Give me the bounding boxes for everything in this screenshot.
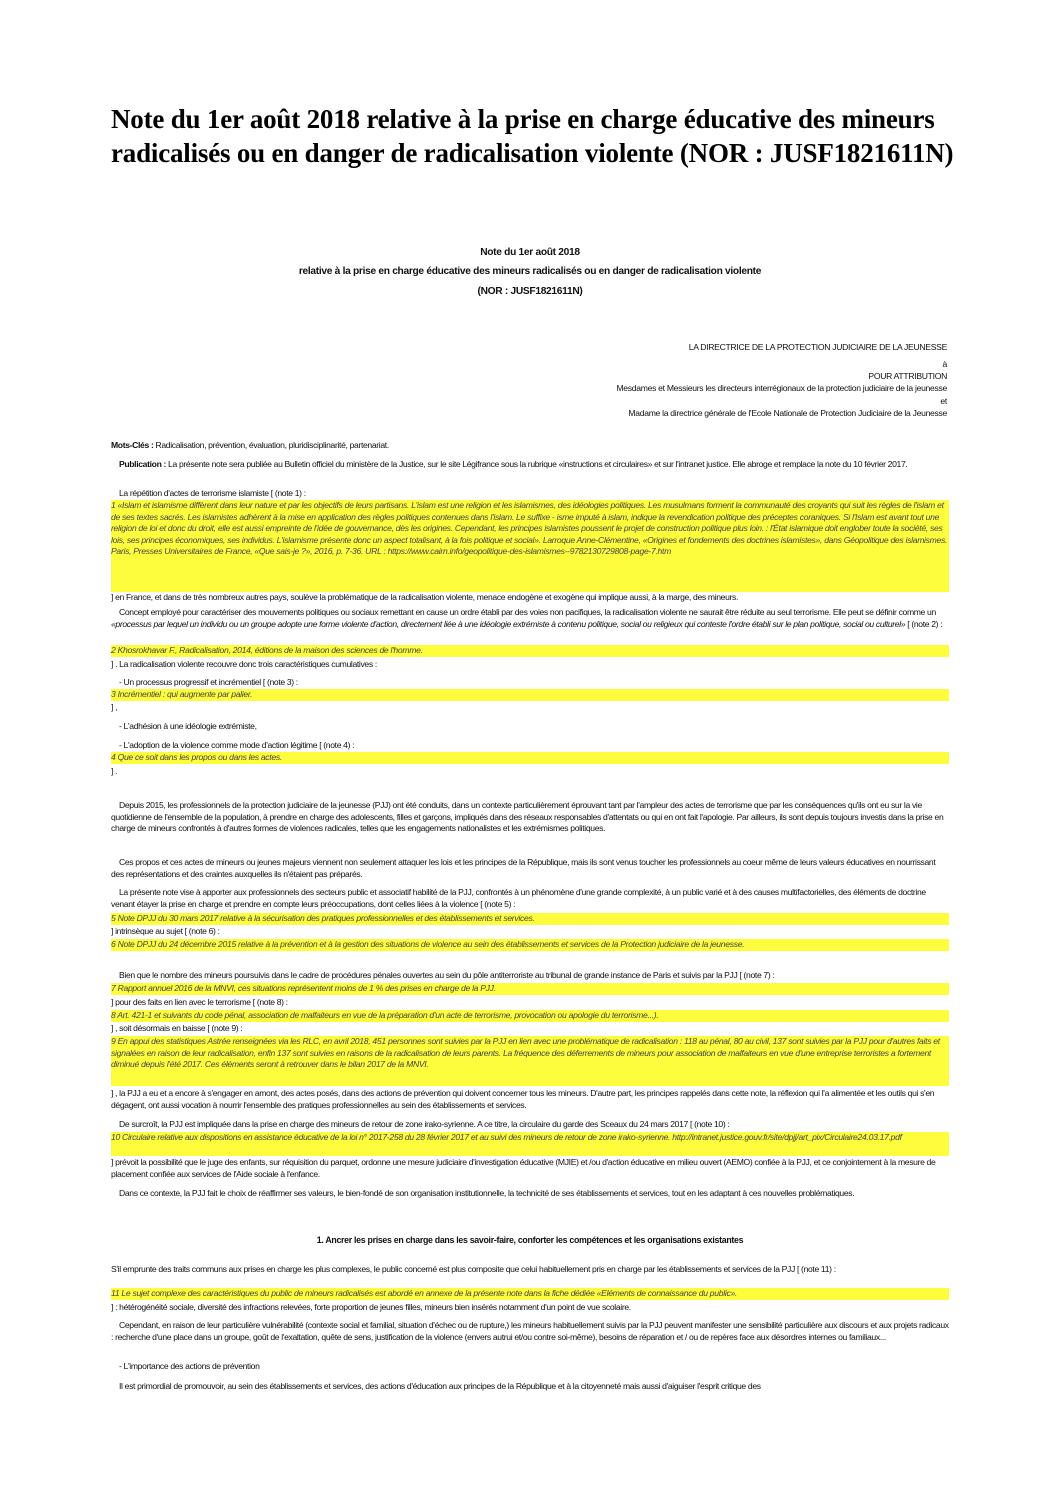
paragraph: De surcroît, la PJJ est impliquée dans la prise en charge des mineurs de retour de zone irako-syrienne. A ce titre, la circulaire du garde des Sceaux du 24 mars 2017 [ (note 10) : — [119, 1119, 730, 1129]
keywords-text: Radicalisation, prévention, évaluation, pluridisciplinarité, partenariat. — [153, 440, 389, 450]
paragraph: S'il emprunte des traits communs aux prises en charge les plus complexes, le public concerné est plus composite que celui habituellement pris en charge par les établissements et services de la PJJ [ (note 11) : — [111, 1264, 836, 1274]
paragraph: Il est primordial de promouvoir, au sein des établissements et services, des actions d'éducation aux principes de la République et à la citoyenneté mais aussi d'aiguiser l'esprit critique des — [119, 1381, 761, 1391]
footnote-4: 4 Que ce soit dans les propos ou dans les actes. — [111, 752, 949, 764]
footnote-11: 11 Le sujet complexe des caractéristiques du public de mineurs radicalisés est abordé en annexe de la présente note dans la fiche dédiée «Eléments de connaissance du public». — [111, 1288, 949, 1300]
publication-text: La présente note sera publiée au Bulletin officiel du ministère de la Justice, sur le site Légifrance sous la rubrique «instructions et circulaires» et sur l'intranet justice. Elle abroge et remplace la note du 10 février 2017. — [166, 459, 908, 469]
list-item: - L'importance des actions de prévention — [119, 1361, 260, 1371]
footnote-1: 1 «Islam et islamisme diffèrent dans leur nature et par les objectifs de leurs partisans. L'islam est une religion et les islamismes, des idéologies politiques. Les musulmans forment la communauté des croyants qui suit les règles de l'islam et de ses textes sacrés. Les islamistes adhèrent à la mise en application des règles politiques contenues dans l'islam. Le suffixe - isme imputé à islam, indique la revendication politique des préceptes coraniques. Si l'Islam est avant tout une religion de loi et donc du droit, elle est aussi empreinte de l'idée de gouvernance, dès les origines. Cependant, les principes islamistes poussent le projet de construction politique plus loin. : l'État islamique doit englober toute la société, ses lois, ses principes économiques, ses individus. L'islamisme présente donc un aspect totalisant, à la fois politique et social». Larroque Anne-Clémentine, «Origines et fondements des doctrines islamistes», dans Géopolitique des islamismes. Paris, Presses Universitaires de France, «Que sais-je ?», 2016, p. 7-36. URL : https://www.cairn.info/geopolitique-des-islamismes--9782130729808-page-7.htm — [111, 500, 949, 592]
footnote-3: 3 Incrémentiel : qui augmente par palier. — [111, 689, 949, 701]
footnote-6: 6 Note DPJJ du 24 décembre 2015 relative à la prévention et à la gestion des situations de violence au sein des établissements et services de la Protection judiciaire de la jeunesse. — [111, 939, 949, 951]
list-item: - Un processus progressif et incrémentiel [ (note 3) : — [119, 677, 298, 687]
paragraph: ] , soit désormais en baisse [ (note 9) : — [111, 1023, 243, 1033]
footnote-9: 9 En appui des statistiques Astrée renseignées via les RLC, en avril 2018, 451 personnes sont suivies par la PJJ en lien avec une problématique de radicalisation : 118 au pénal, 80 au civil, 137 sont suivies par la PJJ pour d'autres faits et signalées en raison de leur radicalisation, enfin 137 sont suivies en raisons de la radicalisation de leurs parents. La fréquence des déferrements de mineurs pour association de malfaiteurs en vue d'une entreprise terroristes a fortement diminué depuis l'été 2017. Ces éléments seront à retrouver dans le bilan 2017 de la MNVI. — [111, 1036, 949, 1086]
paragraph — [111, 607, 949, 630]
recipients-directors: Mesdames et Messieurs les directeurs interrégionaux de la protection judiciaire de la jeunesse — [616, 383, 947, 393]
section-heading-1: 1. Ancrer les prises en charge dans les savoir-faire, conforter les compétences et les organisations existantes — [316, 1235, 744, 1245]
note-subtitle-object: relative à la prise en charge éducative des mineurs radicalisés ou en danger de radicalisation violente — [298, 266, 762, 277]
footnote-7: 7 Rapport annuel 2016 de la MNVI, ces situations représentent moins de 1 % des prises en charge de la PJJ. — [111, 983, 949, 995]
paragraph: ] . — [111, 766, 118, 776]
paragraph: ] prévoit la possibilité que le juge des enfants, sur réquisition du parquet, ordonne une mesure judiciaire d'investigation éducative (MJIE) et /ou d'action éducative en milieu ouvert (AEMO) confiée à la PJJ, et ce conjointement à la mesure de placement confiée aux services de l'Aide sociale à l'enfance. — [111, 1157, 936, 1179]
footnote-8: 8 Art. 421-1 et suivants du code pénal, association de malfaiteurs en vue de la préparation d'un acte de terrorisme, provocation ou apologie du terrorisme...). — [111, 1010, 949, 1022]
publication-paragraph — [111, 459, 949, 471]
paragraph: Ces propos et ces actes de mineurs ou jeunes majeurs viennent non seulement attaquer les lois et les principes de la République, mais ils sont venus toucher les professionnels au coeur même de leurs valeurs éducatives en nourrissant des représentations et des craintes auxquelles ils n'étaient pas préparés. — [111, 857, 936, 879]
note-ref: [ (note 2) : — [905, 618, 943, 629]
list-item: - L'adhésion à une idéologie extrémiste, — [119, 721, 257, 731]
author: LA DIRECTRICE DE LA PROTECTION JUDICIAIRE DE LA JEUNESSE — [688, 342, 947, 352]
page-title: Note du 1er août 2018 relative à la prise en charge éducative des mineurs radicalisés ou en danger de radicalisation violente (NOR : JUSF1821611N) — [111, 104, 954, 168]
paragraph: ] en France, et dans de très nombreux autres pays, soulève la problématique de la radicalisation violente, menace endogène et exogène qui implique aussi, à la marge, des mineurs. — [111, 592, 739, 602]
paragraph: ] , — [111, 702, 118, 712]
paragraph: ] intrinsèque au sujet [ (note 6) : — [111, 926, 220, 936]
paragraph: ] : hétérogénéité sociale, diversité des infractions relevées, forte proportion de jeunes filles, mineurs bien insérés notamment d'un point de vue scolaire. — [111, 1302, 631, 1312]
recipients-enpjj: Madame la directrice générale de l'Ecole Nationale de Protection Judiciaire de la Jeunesse — [628, 408, 947, 418]
publication-label: Publication : — [119, 459, 167, 469]
paragraph: La présente note vise à apporter aux professionnels des secteurs public et associatif habilité de la PJJ, confrontés à un phénomène d'une grande complexité, à un public varié et à des causes multifactorielles, des éléments de doctrine venant étayer la prise en charge et prendre en compte leurs préoccupations, dont celles liées à la violence [ (note 5) : — [111, 887, 926, 909]
paragraph: Depuis 2015, les professionnels de la protection judiciaire de la jeunesse (PJJ) ont été conduits, dans un contexte particulièrement éprouvant tant par l'ampleur des actes de terrorisme que par les conséquences qu'ils ont eu sur la vie quotidienne de l'ensemble de la population, à prendre en charge des adolescents, filles et garçons, impliqués dans des réseaux responsables d'attentats ou qui en ont fait l'apologie. Par ailleurs, ils sont depuis toujours investis dans la prise en charge de mineurs confrontés à d'autres formes de violences radicales, telles que les engagements nationalistes et les extrémismes politiques. — [111, 800, 944, 833]
footnote-10: 10 Circulaire relative aux dispositions en assistance éducative de la loi n° 2017-258 du 28 février 2017 et au suivi des mineurs de retour de zone irako-syrienne. http://intranet.justice.gouv.fr/site/dpjj/art_pix/Circulaire24.03.17.pdf — [111, 1132, 949, 1156]
addressee-to: à — [942, 359, 947, 369]
keywords-label: Mots-Clés : — [111, 440, 154, 450]
addressee-and: et — [940, 396, 947, 406]
paragraph: ] pour des faits en lien avec le terrorisme [ (note 8) : — [111, 997, 288, 1007]
attribution-label: POUR ATTRIBUTION — [868, 371, 947, 381]
footnote-5: 5 Note DPJJ du 30 mars 2017 relative à la sécurisation des pratiques professionnelles et des établissements et services. — [111, 913, 949, 925]
paragraph: ] , la PJJ a eu et a encore à s'engager en amont, des actes posés, dans des actions de prévention qui doivent concerner tous les mineurs. D'autre part, les principes rappelés dans cette note, la réflexion qui l'a alimentée et les outils qui s'en dégagent, ont aussi vocation à nourrir l'ensemble des pratiques professionnelles au sein des établissements et services. — [111, 1088, 935, 1110]
paragraph: Dans ce contexte, la PJJ fait le choix de réaffirmer ses valeurs, le bien-fondé de son organisation institutionnelle, la technicité de ses établissements et services, tout en les adaptant à ces nouvelles problématiques. — [119, 1188, 855, 1198]
paragraph: La répétition d'actes de terrorisme islamiste [ (note 1) : — [119, 488, 306, 498]
paragraph-text: Concept employé pour caractériser des mouvements politiques ou sociaux remettant en cause un ordre établi par des voies non pacifiques, la radicalisation violente ne saurait être réduite au seul terrorisme. Elle peut se définir comme un — [119, 607, 936, 617]
paragraph: Bien que le nombre des mineurs poursuivis dans le cadre de procédures pénales ouvertes au sein du pôle antiterroriste au tribunal de grande instance de Paris et suivis par la PJJ [ (note 7) : — [119, 970, 775, 980]
footnote-2: 2 Khosrokhavar F., Radicalisation, 2014, éditions de la maison des sciences de l'homme. — [111, 645, 949, 657]
note-subtitle-date: Note du 1er août 2018 — [480, 247, 580, 258]
definition-quote: «processus par lequel un individu ou un groupe adopte une forme violente d'action, directement liée à une idéologie extrémiste à contenu politique, social ou religieux qui conteste l'ordre établi sur le plan politique, social ou culturel» — [111, 618, 906, 629]
paragraph: ] . La radicalisation violente recouvre donc trois caractéristiques cumulatives : — [111, 659, 377, 669]
list-item: - L'adoption de la violence comme mode d'action légitime [ (note 4) : — [119, 740, 355, 750]
keywords-paragraph — [111, 440, 949, 452]
paragraph: Cependant, en raison de leur particulière vulnérabilité (contexte social et familial, situation d'échec ou de rupture,) les mineurs habituellement suivis par la PJJ peuvent manifester une sensibilité particulière aux discours et aux projets radicaux : recherche d'une place dans un groupe, goût de l'exaltation, quête de sens, justification de la violence (envers autrui et/ou contre soi-même), besoins de réparation et / ou de repères face aux désordres internes ou familiaux... — [111, 1320, 949, 1342]
note-subtitle-nor: (NOR : JUSF1821611N) — [477, 286, 583, 297]
